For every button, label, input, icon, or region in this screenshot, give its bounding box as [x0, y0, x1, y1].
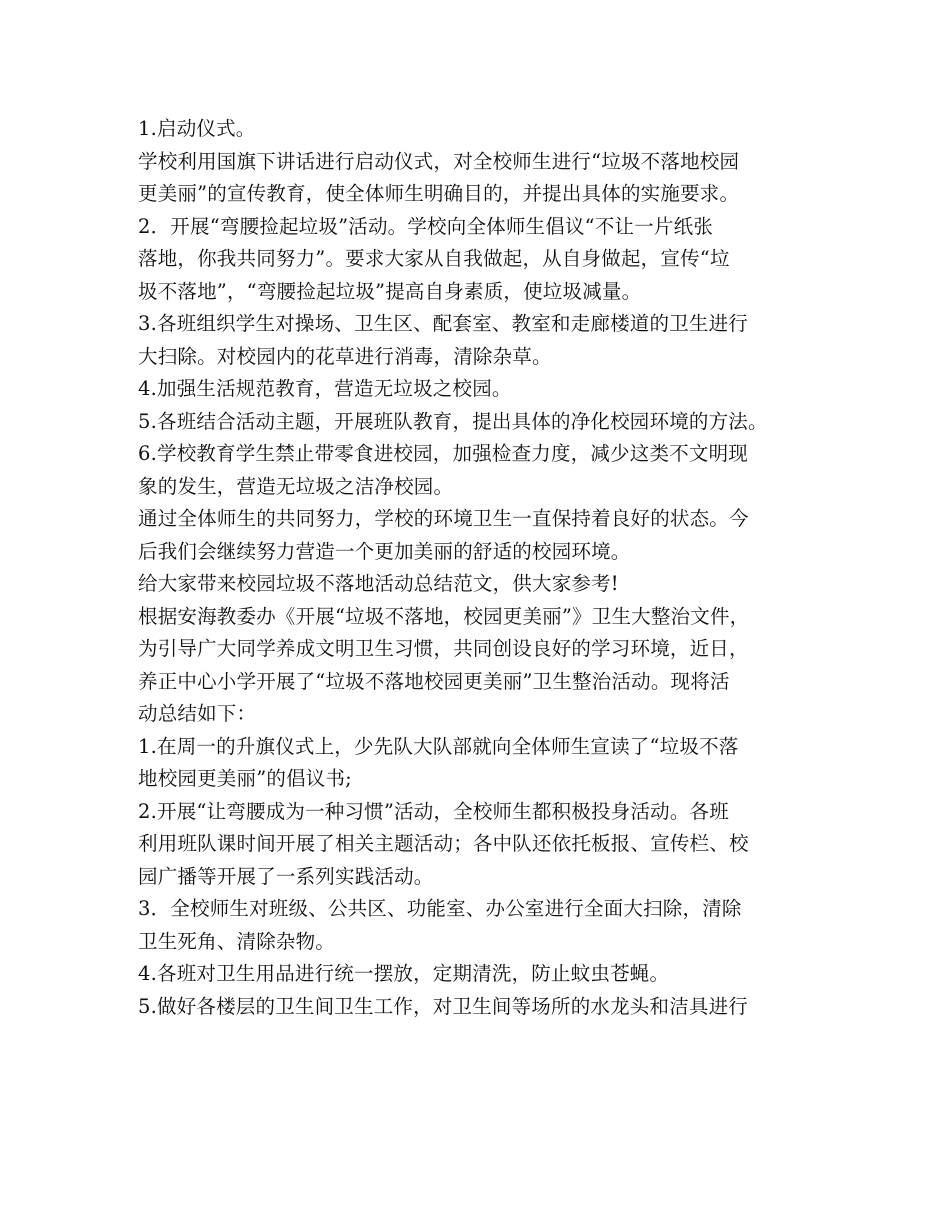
text-line: 地校园更美丽”的倡议书;	[138, 767, 352, 790]
text-line: 更美丽”的宣传教育，使全体师生明确目的，并提出具体的实施要求。	[138, 182, 740, 205]
text-line: 4.加强生活规范教育，营造无垃圾之校园。	[138, 377, 512, 400]
text-line: 养正中心小学开展了“垃圾不落地校园更美丽”卫生整治活动。现将活	[138, 669, 730, 693]
text-line: 卫生死角、清除杂物。	[138, 929, 336, 953]
text-line: 为引导广大同学养成文明卫生习惯，共同创设良好的学习环境，近日，	[138, 637, 749, 660]
text-line: 大扫除。对校园内的花草进行消毒，清除杂草。	[138, 344, 552, 368]
text-line: 6.学校教育学生禁止带零食进校园，加强检查力度，减少这类不文明现	[138, 442, 749, 465]
text-line: 2.开展“让弯腰成为一种习惯”活动，全校师生都积极投身活动。各班	[138, 799, 729, 823]
text-line: 3.各班组织学生对操场、卫生区、配套室、教室和走廊楼道的卫生进行	[138, 312, 749, 335]
text-line: 后我们会继续努力营造一个更加美丽的舒适的校园环境。	[138, 539, 631, 563]
text-line: 2．开展“弯腰捡起垃圾”活动。学校向全体师生倡议“不让一片纸张	[138, 214, 714, 238]
document-body	[138, 113, 838, 1023]
text-line: 1.在周一的升旗仪式上，少先队大队部就向全体师生宣读了“垃圾不落	[138, 734, 739, 758]
text-line: 动总结如下：	[138, 702, 257, 725]
text-line: 圾不落地”，“弯腰捡起垃圾”提高自身素质，使垃圾减量。	[138, 279, 642, 303]
text-line: 1.启动仪式。	[138, 117, 256, 140]
text-line: 学校利用国旗下讲话进行启动仪式，对全校师生进行“垃圾不落地校园	[138, 149, 740, 173]
text-line: 给大家带来校园垃圾不落地活动总结范文，供大家参考!	[138, 572, 619, 595]
text-line: 5.做好各楼层的卫生间卫生工作，对卫生间等场所的水龙头和洁具进行	[138, 994, 749, 1018]
text-line: 落地，你我共同努力”。要求大家从自我做起，从自身做起，宣传“垃	[138, 247, 730, 270]
text-line: 5.各班结合活动主题，开展班队教育，提出具体的净化校园环境的方法。	[138, 409, 768, 433]
text-line: 通过全体师生的共同努力，学校的环境卫生一直保持着良好的状态。今	[138, 507, 749, 530]
text-line: 象的发生，营造无垃圾之洁净校园。	[138, 474, 454, 498]
text-line: 园广播等开展了一系列实践活动。	[138, 864, 434, 888]
text-line: 3．全校师生对班级、公共区、功能室、办公室进行全面大扫除，清除	[138, 897, 742, 920]
text-line: 4.各班对卫生用品进行统一摆放，定期清洗，防止蚊虫苍蝇。	[138, 962, 670, 985]
text-line: 根据安海教委办《开展“垃圾不落地，校园更美丽”》卫生大整治文件，	[138, 604, 750, 628]
text-line: 利用班队课时间开展了相关主题活动；各中队还依托板报、宣传栏、校	[138, 832, 749, 855]
